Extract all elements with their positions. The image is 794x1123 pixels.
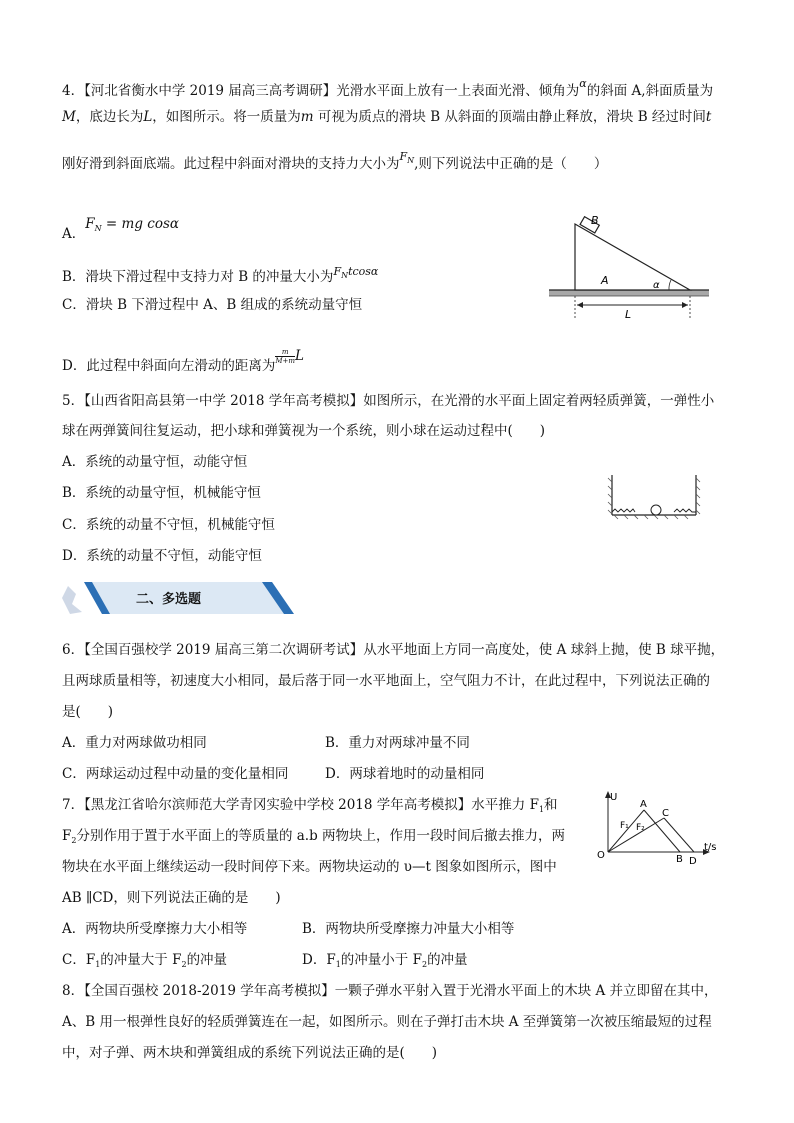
fig4-label-alpha: α xyxy=(653,280,660,291)
vt-graph-figure xyxy=(592,788,732,868)
fig7-label-c: C xyxy=(662,808,669,819)
right-spring xyxy=(674,509,696,512)
q7-line2: $F_2$分别作用于置于水平面上的等质量的 a.b 两物块上，作用一段时间后撤去推力，两 xyxy=(62,828,566,845)
q5-option-b: B．系统的动量守恒，机械能守恒 xyxy=(62,485,261,501)
fig4-label-l: L xyxy=(625,308,632,320)
fig4-label-b: B xyxy=(591,214,599,227)
q4-option-a: A．$F_N$ = mg cosα xyxy=(62,216,179,242)
fig7-label-f1: F₁ xyxy=(620,821,629,831)
q4-line3: 刚好滑到斜面底端。此过程中斜面对滑块的支持力大小为$^{F_N}$,则下列说法中正确的是（ ） xyxy=(62,150,608,172)
q4-option-c: C．滑块 B 下滑过程中 A、B 组成的系统动量守恒 xyxy=(62,297,363,313)
q6-option-a: A．重力对两球做功相同 xyxy=(62,735,207,751)
fig7-label-d: D xyxy=(689,856,697,867)
q6-option-c: C．两球运动过程中动量的变化量相同 xyxy=(62,766,289,782)
q6-line2: 且两球质量相等，初速度大小相同，最后落于同一水平地面上，空气阻力不计，在此过程中，下列说法正确的 xyxy=(62,673,710,689)
q7-line3: 物块在水平面上继续运动一段时间停下来。两物块运动的 υ—t 图象如图所示，图中 xyxy=(62,859,557,875)
q4-line2: M，底边长为L，如图所示。将一质量为m 可视为质点的滑块 B 从斜面的顶端由静止释放，滑块 B 经过时间t xyxy=(62,109,712,125)
q6-option-d: D．两球着地时的动量相同 xyxy=(325,766,485,782)
fig7-label-u: U xyxy=(610,792,618,803)
fig7-label-o: O xyxy=(597,850,605,861)
q7-option-d: D．$F_1$的冲量小于 $F_2$的冲量 xyxy=(302,952,468,969)
q4-option-d: D．此过程中斜面向左滑动的距离为 $\frac{m}{M+m}$ L xyxy=(62,348,304,374)
q5-line1: 5．【山西省阳高县第一中学 2018 学年高考模拟】如图所示，在光滑的水平面上固定着两轻质弹簧，一弹性小 xyxy=(62,393,715,409)
q8-line3: 中，对子弹、两木块和弹簧组成的系统下列说法正确的是( ) xyxy=(62,1045,438,1061)
q8-line1: 8．【全国百强校 2018-2019 学年高考模拟】一颗子弹水平射入置于光滑水平面上的木块 A 并立即留在其中， xyxy=(62,983,718,999)
q5-line2: 球在两弹簧间往复运动，把小球和弹簧视为一个系统，则小球在运动过程中( ) xyxy=(62,423,546,439)
q5-option-d: D．系统的动量不守恒，动能守恒 xyxy=(62,548,262,564)
left-spring xyxy=(612,509,635,512)
q4-option-b: B．滑块下滑过程中支持力对 B 的冲量大小为$^{F_Ntcos\alpha}$ xyxy=(62,265,379,285)
fig7-label-ts: t/s xyxy=(704,842,717,853)
q7-option-c: C．$F_1$的冲量大于 $F_2$的冲量 xyxy=(62,952,228,969)
line-cd xyxy=(664,818,694,852)
q7-line4: AB ∥CD，则下列说法正确的是 ) xyxy=(62,890,281,906)
floor-hatch xyxy=(549,290,709,296)
q8-line2: A、B 用一根弹性良好的轻质弹簧连在一起，如图所示。则在子弹打击木块 A 至弹簧第一次被压缩最短的过程 xyxy=(62,1014,712,1030)
q6-line3: 是( ) xyxy=(62,704,114,720)
q7-option-a: A．两物块所受摩擦力大小相等 xyxy=(62,921,248,937)
section-title: 二、多选题 xyxy=(136,592,202,607)
q7-line1: 7．【黑龙江省哈尔滨师范大学青冈实验中学校 2018 学年高考模拟】水平推力 $F_1$和 xyxy=(62,797,558,814)
q5-option-c: C．系统的动量不守恒，机械能守恒 xyxy=(62,517,275,533)
fig4-label-a: A xyxy=(601,274,609,287)
fig7-label-a: A xyxy=(640,799,647,810)
q7-option-b: B．两物块所受摩擦力冲量大小相等 xyxy=(302,921,515,937)
q6-option-b: B．重力对两球冲量不同 xyxy=(325,735,470,751)
fig7-label-f2: F₂ xyxy=(636,823,645,833)
incline-figure xyxy=(545,210,715,320)
spring-box-figure xyxy=(600,470,710,525)
ball xyxy=(651,505,661,515)
q6-line1: 6．【全国百强校学 2019 届高三第二次调研考试】从水平地面上方同一高度处，使 A 球斜上抛，使 B 球平抛， xyxy=(62,642,725,658)
fig7-label-b: B xyxy=(676,854,683,865)
q5-option-a: A．系统的动量守恒，动能守恒 xyxy=(62,454,248,470)
incline-a xyxy=(575,224,690,290)
alpha-symbol: α xyxy=(579,77,587,90)
q4-line1: 4．【河北省衡水中学 2019 届高三高考调研】光滑水平面上放有一上表面光滑、倾角为$^\alpha$的斜面 A,斜面质量为 xyxy=(62,77,714,99)
